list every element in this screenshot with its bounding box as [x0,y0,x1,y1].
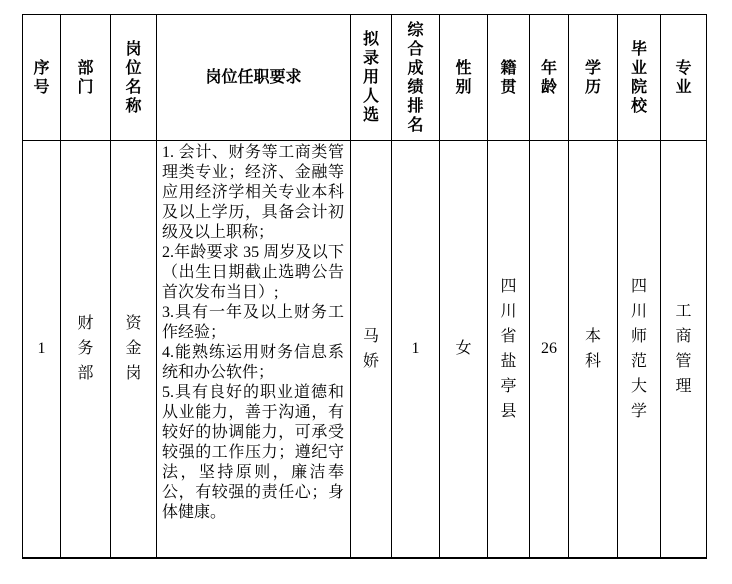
department-value: 财务部 [77,315,94,383]
col-header-education [569,15,618,141]
cell-age [530,141,569,558]
col-header-department-label: 部门 [77,59,94,96]
col-header-candidate [351,15,392,141]
col-header-major [661,15,707,141]
gender-value: 女 [455,340,472,358]
candidate-value: 马娇 [362,327,379,370]
col-header-department [61,15,111,141]
cell-major [661,141,707,558]
requirement-item: 5.具有良好的职业道德和从业能力，善于沟通，有较好的协调能力，可承受较强的工作压力；遵纪守法，坚持原则，廉洁奉公，有较强的责任心；身体健康。 [162,384,344,521]
col-header-score-rank-label: 综合成绩排名 [407,21,424,134]
cell-candidate [351,141,392,558]
education-value: 本科 [584,327,601,370]
requirement-item: 4.能熟练运用财务信息系统和办公软件； [162,344,344,381]
header-row [23,15,707,141]
col-header-score-rank [392,15,440,141]
age-value: 26 [541,339,557,357]
col-header-serial-label: 序号 [33,59,50,96]
cell-requirements [157,141,351,558]
table-row [23,141,707,558]
requirement-item: 3.具有一年及以上财务工作经验； [162,304,344,341]
col-header-age-label: 年龄 [540,59,557,96]
cell-university [618,141,661,558]
cell-position-name [111,141,157,558]
col-header-position-name-label: 岗位名称 [125,40,142,115]
col-header-candidate-label: 拟录用人选 [362,31,379,124]
university-value: 四川师范大学 [630,277,647,420]
col-header-gender [440,15,488,141]
native-place-value: 四川省盐亭县 [500,277,517,420]
cell-gender [440,141,488,558]
col-header-position-name [111,15,157,141]
requirement-item: 1. 会计、财务等工商类管理类专业；经济、金融等应用经济学相关专业本科及以上学历，具备会计初级及以上职称； [162,144,344,241]
recruitment-table [22,14,707,559]
requirement-item: 2.年龄要求 35 周岁及以下（出生日期截止选聘公告首次发布当日）; [162,244,344,301]
col-header-university [618,15,661,141]
position-name-value: 资金岗 [125,315,142,383]
col-header-education-label: 学历 [584,59,601,96]
cell-serial [23,141,61,558]
serial-value: 1 [37,339,46,357]
major-value: 工商管理 [675,302,692,395]
score-rank-value: 1 [411,339,420,357]
cell-score-rank [392,141,440,558]
col-header-major-label: 专业 [675,59,692,96]
col-header-gender-label: 性别 [455,59,472,96]
cell-native-place [488,141,530,558]
col-header-serial [23,15,61,141]
cell-department [61,141,111,558]
col-header-university-label: 毕业院校 [630,40,647,115]
col-header-age [530,15,569,141]
col-header-requirements [157,15,351,141]
col-header-native-place [488,15,530,141]
table-header [23,15,707,141]
cell-education [569,141,618,558]
col-header-requirements-label: 岗位任职要求 [205,69,302,86]
col-header-native-place-label: 籍贯 [500,59,517,96]
table-body [23,141,707,558]
